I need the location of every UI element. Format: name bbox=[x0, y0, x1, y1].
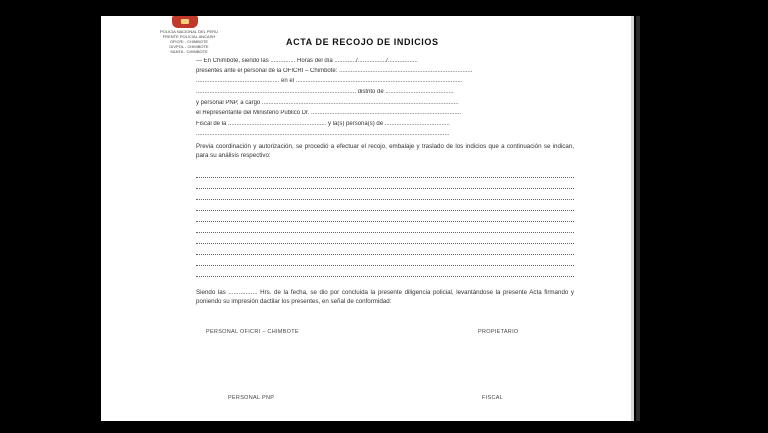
institution-header bbox=[129, 29, 249, 54]
institution-line: FRENTE POLICIAL ANCASH bbox=[162, 34, 216, 39]
indicio-line bbox=[196, 232, 574, 233]
signature-personal-oficri: PERSONAL OFICRI – CHIMBOTE bbox=[206, 329, 299, 335]
indicio-line bbox=[196, 188, 574, 189]
indicio-line bbox=[196, 177, 574, 178]
institution-line: DIVPOL - CHIMBOTE bbox=[169, 44, 209, 49]
signature-fiscal: FISCAL bbox=[482, 395, 504, 401]
form-line-personal-pnp: y personal PNP, a cargo ...................................................................................................................... bbox=[196, 100, 459, 106]
indicio-line bbox=[196, 276, 574, 277]
signature-personal-pnp: PERSONAL PNP bbox=[228, 395, 275, 401]
institution-line: SANTA - CHIMBOTE bbox=[170, 49, 208, 54]
form-line-ministerio: el Representante del Ministerio Publico Dr. .......................................................................................... bbox=[196, 110, 462, 116]
paragraph-coordinacion: Previa coordinación y autorización, se procedió a efectuar el recojo, embalaje y traslado de los indicios que a continuación se indican, para su análisis respectivo: bbox=[196, 143, 574, 159]
indicio-line bbox=[196, 254, 574, 255]
police-emblem-icon bbox=[172, 16, 198, 28]
form-line-blank: ........................................................................................................................................................ bbox=[196, 131, 450, 137]
signature-propietario: PROPIETARIO bbox=[478, 329, 519, 335]
vertical-scrollbar[interactable] bbox=[636, 16, 640, 421]
form-line-distrito: ................................................................................................ distrito de ......................................... bbox=[196, 89, 454, 95]
indicio-line bbox=[196, 210, 574, 211]
form-line-date: --- En Chimbote, siendo las ............... Horas del día ............./................./.................. bbox=[196, 58, 418, 64]
institution-line: POLICIA NACIONAL DEL PERU bbox=[160, 29, 218, 34]
document-title: ACTA DE RECOJO DE INDICIOS bbox=[286, 37, 439, 47]
paragraph-conclusion: Siendo las ................. Hrs. de la fecha, se dio por concluida la presente diligencia policial, levantándose la presente Acta firmando y poniendo su impresión dactilar los presentes, en señal de conformidad: bbox=[196, 289, 574, 305]
indicio-line bbox=[196, 199, 574, 200]
form-line-lugar: .................................................. en el .................................................................................................... bbox=[196, 78, 463, 84]
form-line-fiscal: Fiscal de la ........................................................... y la(s) persona(s) de ....................................... bbox=[196, 121, 450, 127]
indicio-line bbox=[196, 221, 574, 222]
form-line-presentes: presentes ante el personal de la OFICRI – Chimbote: ................................................................................ bbox=[196, 68, 473, 74]
document-page bbox=[101, 16, 634, 421]
institution-line: OFICRI - CHIMBOTE bbox=[169, 39, 209, 44]
indicio-line bbox=[196, 265, 574, 266]
indicio-line bbox=[196, 243, 574, 244]
